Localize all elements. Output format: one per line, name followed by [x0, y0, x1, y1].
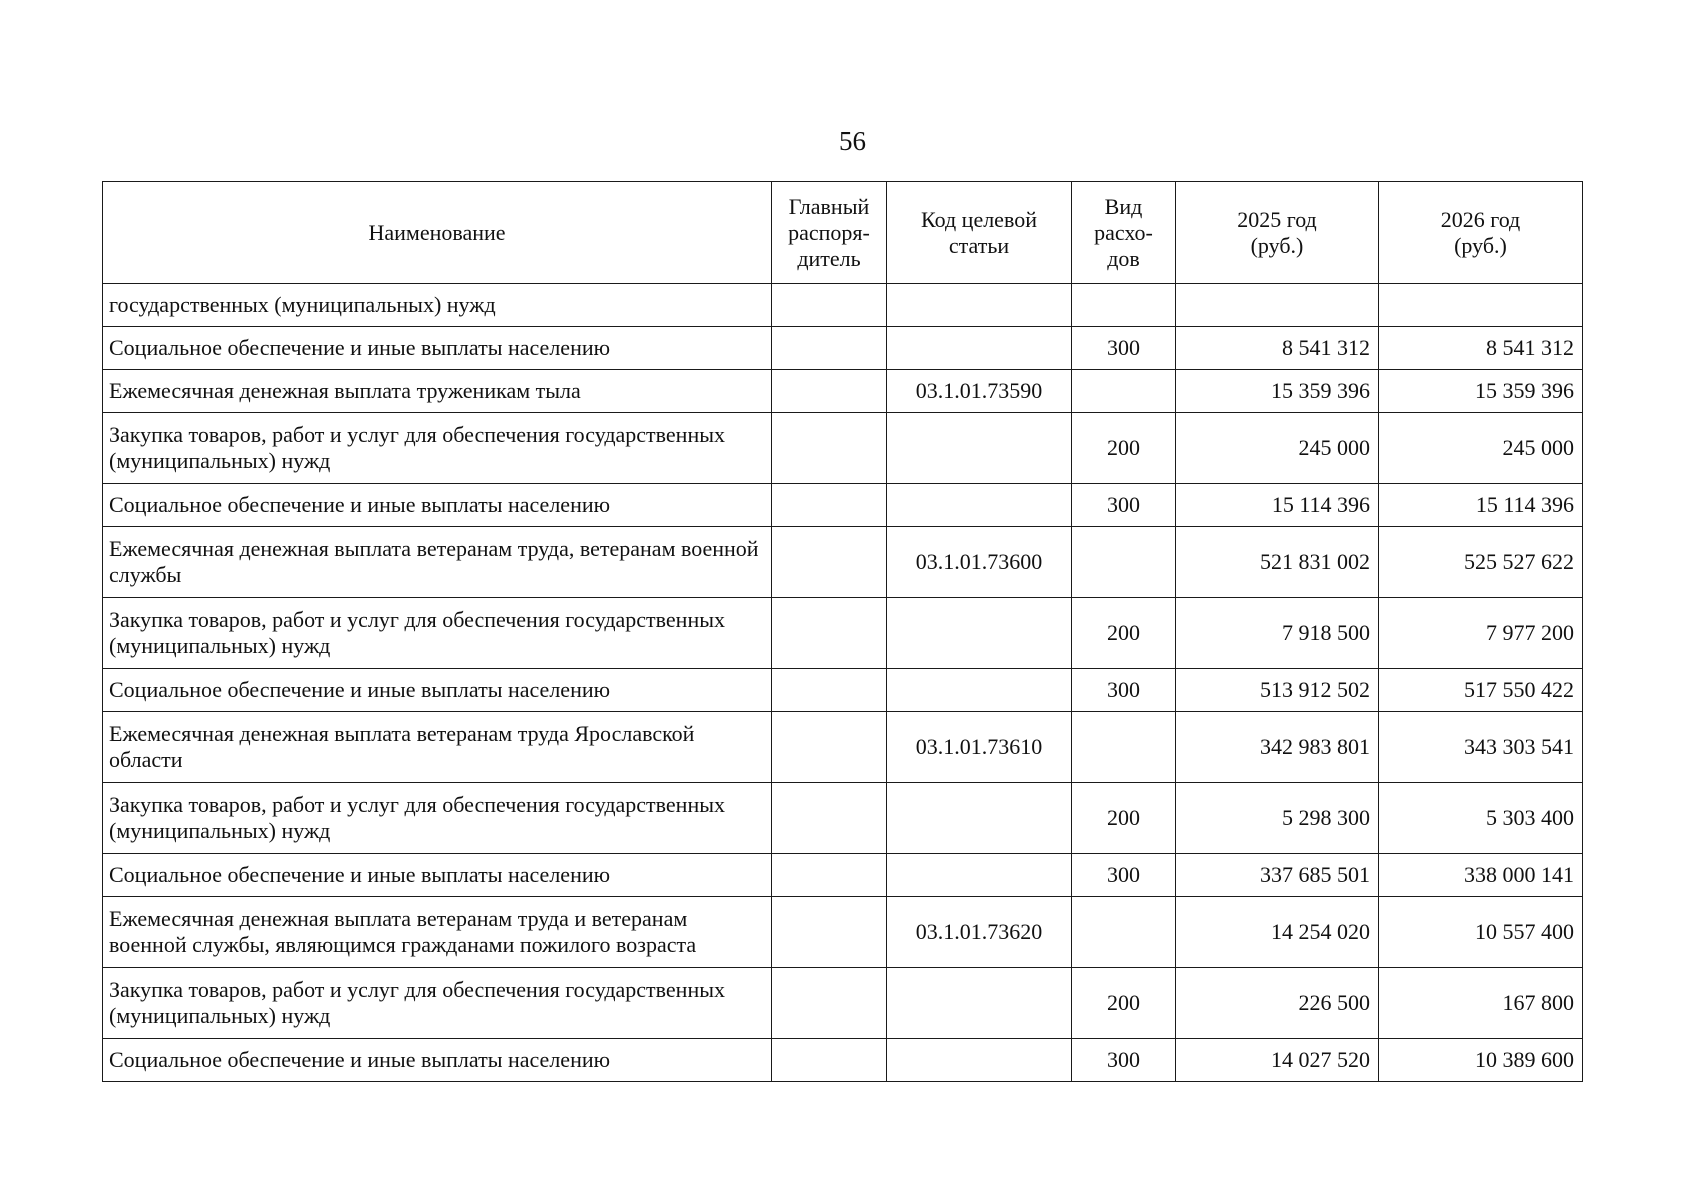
row-amount-2026: 525 527 622 [1379, 527, 1583, 598]
row-manager [772, 413, 887, 484]
row-code [887, 413, 1072, 484]
row-manager [772, 968, 887, 1039]
row-expense-type: 300 [1072, 669, 1176, 712]
header-year-2025: 2025 год (руб.) [1176, 182, 1379, 284]
row-code [887, 669, 1072, 712]
row-manager [772, 527, 887, 598]
row-manager [772, 1039, 887, 1082]
row-amount-2025: 14 254 020 [1176, 897, 1379, 968]
table-row [103, 527, 1583, 598]
row-amount-2026: 517 550 422 [1379, 669, 1583, 712]
row-expense-type [1072, 712, 1176, 783]
row-amount-2025: 15 114 396 [1176, 484, 1379, 527]
row-manager [772, 327, 887, 370]
header-target-code: Код целевой статьи [887, 182, 1072, 284]
row-manager [772, 897, 887, 968]
row-expense-type [1072, 527, 1176, 598]
row-amount-2025 [1176, 284, 1379, 327]
row-code [887, 783, 1072, 854]
row-code [887, 598, 1072, 669]
table-row [103, 484, 1583, 527]
row-manager [772, 783, 887, 854]
page-number: 56 [839, 126, 866, 156]
table-row [103, 854, 1583, 897]
row-code [887, 1039, 1072, 1082]
row-manager [772, 854, 887, 897]
row-manager [772, 598, 887, 669]
row-code: 03.1.01.73610 [887, 712, 1072, 783]
row-code [887, 968, 1072, 1039]
row-name: Закупка товаров, работ и услуг для обеспечения государственных (муниципальных) нужд [103, 598, 772, 669]
table-header-row [103, 182, 1583, 284]
row-amount-2026: 167 800 [1379, 968, 1583, 1039]
header-year-2026: 2026 год (руб.) [1379, 182, 1583, 284]
row-expense-type: 200 [1072, 783, 1176, 854]
row-amount-2025: 226 500 [1176, 968, 1379, 1039]
row-expense-type: 200 [1072, 968, 1176, 1039]
row-expense-type [1072, 284, 1176, 327]
row-amount-2026: 343 303 541 [1379, 712, 1583, 783]
row-amount-2025: 245 000 [1176, 413, 1379, 484]
row-name: Ежемесячная денежная выплата ветеранам труда и ветеранам военной службы, являющимся гражданами пожилого возраста [103, 897, 772, 968]
row-amount-2026: 15 359 396 [1379, 370, 1583, 413]
row-code: 03.1.01.73590 [887, 370, 1072, 413]
row-manager [772, 669, 887, 712]
row-amount-2026: 7 977 200 [1379, 598, 1583, 669]
table-row [103, 783, 1583, 854]
row-name: Социальное обеспечение и иные выплаты населению [103, 669, 772, 712]
row-expense-type: 300 [1072, 327, 1176, 370]
row-amount-2025: 14 027 520 [1176, 1039, 1379, 1082]
table-row [103, 284, 1583, 327]
row-amount-2026: 10 389 600 [1379, 1039, 1583, 1082]
row-amount-2025: 342 983 801 [1176, 712, 1379, 783]
table-row [103, 897, 1583, 968]
row-code [887, 327, 1072, 370]
row-code [887, 854, 1072, 897]
row-name: Закупка товаров, работ и услуг для обеспечения государственных (муниципальных) нужд [103, 413, 772, 484]
row-amount-2025: 8 541 312 [1176, 327, 1379, 370]
row-name: Закупка товаров, работ и услуг для обеспечения государственных (муниципальных) нужд [103, 783, 772, 854]
row-amount-2025: 5 298 300 [1176, 783, 1379, 854]
row-name: Социальное обеспечение и иные выплаты населению [103, 327, 772, 370]
row-amount-2025: 513 912 502 [1176, 669, 1379, 712]
row-expense-type: 300 [1072, 854, 1176, 897]
row-code: 03.1.01.73620 [887, 897, 1072, 968]
row-name: Социальное обеспечение и иные выплаты населению [103, 484, 772, 527]
row-amount-2025: 521 831 002 [1176, 527, 1379, 598]
row-amount-2026: 15 114 396 [1379, 484, 1583, 527]
row-expense-type [1072, 897, 1176, 968]
table-row [103, 669, 1583, 712]
table-row [103, 370, 1583, 413]
header-expense-type: Вид расхо- дов [1072, 182, 1176, 284]
table-row [103, 598, 1583, 669]
row-expense-type: 200 [1072, 598, 1176, 669]
table-row [103, 413, 1583, 484]
header-name: Наименование [103, 182, 772, 284]
row-name: Закупка товаров, работ и услуг для обеспечения государственных (муниципальных) нужд [103, 968, 772, 1039]
row-expense-type [1072, 370, 1176, 413]
row-amount-2026: 10 557 400 [1379, 897, 1583, 968]
row-manager [772, 284, 887, 327]
row-amount-2026: 8 541 312 [1379, 327, 1583, 370]
row-code [887, 284, 1072, 327]
row-code: 03.1.01.73600 [887, 527, 1072, 598]
row-manager [772, 712, 887, 783]
row-name: Ежемесячная денежная выплата ветеранам труда Ярославской области [103, 712, 772, 783]
table-row [103, 712, 1583, 783]
row-manager [772, 370, 887, 413]
row-name: Социальное обеспечение и иные выплаты населению [103, 1039, 772, 1082]
row-expense-type: 200 [1072, 413, 1176, 484]
row-amount-2025: 15 359 396 [1176, 370, 1379, 413]
row-name: Ежемесячная денежная выплата труженикам тыла [103, 370, 772, 413]
row-amount-2025: 337 685 501 [1176, 854, 1379, 897]
row-amount-2026 [1379, 284, 1583, 327]
budget-table [102, 181, 1583, 1082]
row-manager [772, 484, 887, 527]
row-code [887, 484, 1072, 527]
table-row [103, 968, 1583, 1039]
row-expense-type: 300 [1072, 484, 1176, 527]
row-name: государственных (муниципальных) нужд [103, 284, 772, 327]
table-row [103, 1039, 1583, 1082]
header-main-manager: Главный распоря- дитель [772, 182, 887, 284]
row-amount-2026: 338 000 141 [1379, 854, 1583, 897]
row-name: Социальное обеспечение и иные выплаты населению [103, 854, 772, 897]
row-amount-2026: 5 303 400 [1379, 783, 1583, 854]
row-amount-2025: 7 918 500 [1176, 598, 1379, 669]
row-name: Ежемесячная денежная выплата ветеранам труда, ветеранам военной службы [103, 527, 772, 598]
row-expense-type: 300 [1072, 1039, 1176, 1082]
row-amount-2026: 245 000 [1379, 413, 1583, 484]
table-row [103, 327, 1583, 370]
